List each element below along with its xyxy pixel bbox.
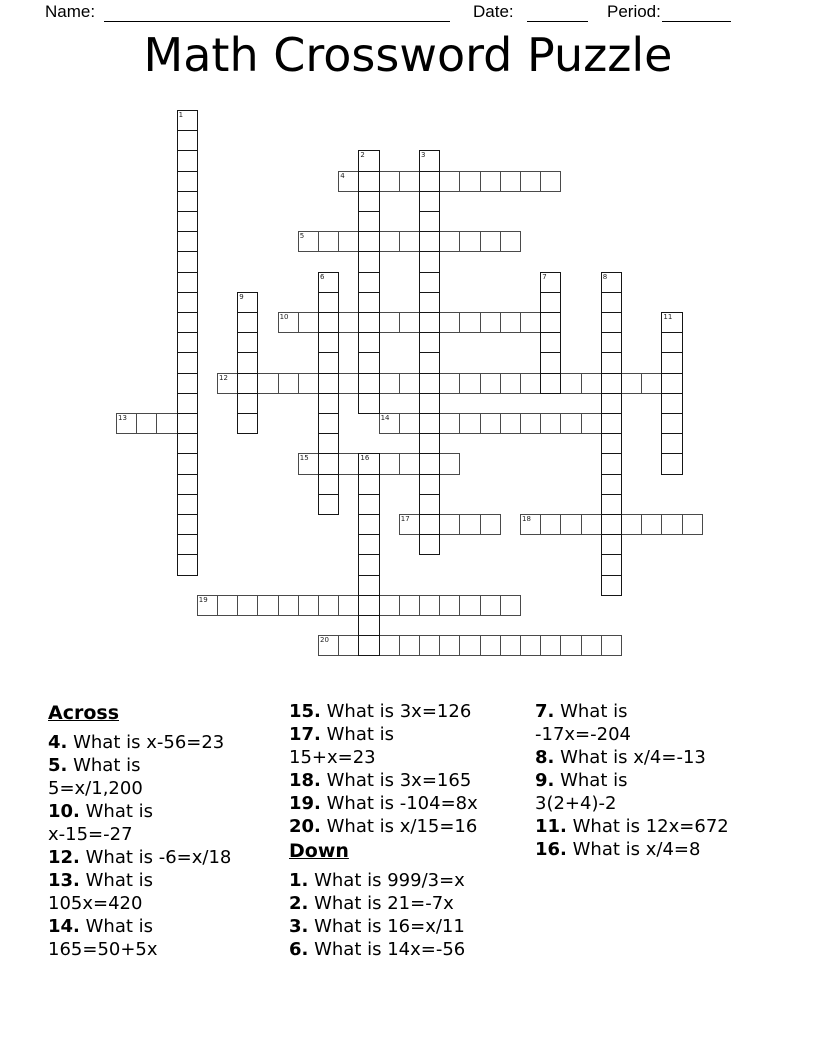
grid-cell (581, 413, 602, 434)
grid-cell (358, 231, 379, 252)
grid-cell-number: 15 (299, 454, 309, 463)
grid-cell-number: 18 (522, 515, 531, 523)
clue-8: 8. What is x/4=-13 (535, 747, 706, 768)
grid-cell (540, 292, 561, 313)
grid-cell (661, 312, 682, 333)
grid-cell (520, 514, 541, 535)
grid-cell (419, 211, 440, 232)
grid-cell (520, 171, 541, 192)
grid-cell (439, 514, 460, 535)
grid-cell (459, 171, 480, 192)
grid-cell (358, 292, 379, 313)
grid-cell (338, 312, 359, 333)
grid-cell (581, 373, 602, 394)
grid-cell (298, 231, 319, 252)
grid-cell (601, 272, 622, 293)
grid-cell (177, 312, 198, 333)
clue-number: 5. (48, 755, 68, 776)
clue-10: 10. What is x-15=-27 (48, 800, 293, 846)
grid-cell (318, 231, 339, 252)
grid-cell (399, 635, 420, 656)
grid-cell (358, 575, 379, 596)
grid-cell (459, 231, 480, 252)
grid-cell (480, 413, 501, 434)
down-header: Down (289, 840, 349, 862)
clue-12: 12. What is -6=x/18 (48, 847, 232, 868)
grid-cell (177, 251, 198, 272)
grid-cell (217, 373, 238, 394)
grid-cell-number: 11 (663, 313, 673, 321)
grid-cell (419, 494, 440, 515)
grid-cell (661, 453, 682, 474)
grid-cell (318, 433, 339, 454)
grid-cell (338, 231, 359, 252)
clue-18: 18. What is 3x=165 (289, 770, 472, 791)
period-blank-line (662, 0, 731, 22)
grid-cell (379, 171, 400, 192)
clue-11: 11. What is 12x=672 (535, 816, 729, 837)
grid-cell (601, 393, 622, 414)
clue-wrap-line: 165=50+5x (48, 939, 158, 960)
grid-cell-number: 14 (380, 414, 390, 422)
clue-15: 15. What is 3x=126 (289, 701, 472, 722)
grid-cell (358, 150, 379, 171)
grid-cell (237, 352, 258, 373)
grid-cell (338, 635, 359, 656)
grid-cell (358, 494, 379, 515)
grid-cell-number: 20 (320, 636, 329, 645)
grid-cell (601, 514, 622, 535)
grid-cell (439, 373, 460, 394)
grid-cell (601, 352, 622, 373)
grid-cell (419, 171, 440, 192)
grid-cell (237, 312, 258, 333)
clue-number: 6. (289, 939, 309, 960)
grid-cell (439, 231, 460, 252)
name-label: Name: (45, 2, 96, 21)
grid-cell (419, 595, 440, 616)
grid-cell (419, 251, 440, 272)
grid-cell (419, 191, 440, 212)
grid-cell (500, 171, 521, 192)
grid-cell (601, 292, 622, 313)
grid-cell (419, 231, 440, 252)
grid-cell (581, 514, 602, 535)
clue-number: 11. (535, 816, 567, 837)
grid-cell (358, 595, 379, 616)
grid-cell (298, 373, 319, 394)
grid-cell (439, 595, 460, 616)
grid-cell (318, 453, 339, 474)
clue-7: 7. What is -17x=-204 (535, 700, 780, 746)
grid-cell (601, 312, 622, 333)
grid-cell (500, 312, 521, 333)
grid-cell (661, 352, 682, 373)
grid-cell-number: 6 (320, 272, 325, 281)
grid-cell (480, 635, 501, 656)
clue-3: 3. What is 16=x/11 (289, 916, 465, 937)
grid-cell (581, 635, 602, 656)
grid-cell (358, 474, 379, 495)
grid-cell (480, 514, 501, 535)
grid-cell-number: 1 (178, 111, 184, 119)
grid-cell (177, 272, 198, 293)
clue-5: 5. What is 5=x/1,200 (48, 754, 293, 800)
grid-cell (136, 413, 157, 434)
grid-cell (399, 171, 420, 192)
clue-4: 4. What is x-56=23 (48, 732, 225, 753)
clue-number: 9. (535, 770, 555, 791)
grid-cell (419, 453, 440, 474)
grid-cell (399, 373, 420, 394)
grid-cell (257, 373, 278, 394)
date-label: Date: (473, 2, 514, 21)
grid-cell (419, 433, 440, 454)
grid-cell (379, 373, 400, 394)
grid-cell (177, 211, 198, 232)
grid-cell (500, 373, 521, 394)
grid-cell (480, 595, 501, 616)
clue-number: 14. (48, 916, 80, 937)
grid-cell (358, 615, 379, 636)
clue-20: 20. What is x/15=16 (289, 816, 478, 837)
grid-cell (520, 312, 541, 333)
grid-cell (419, 272, 440, 293)
grid-cell (540, 171, 561, 192)
grid-cell (419, 514, 440, 535)
grid-cell (318, 292, 339, 313)
grid-cell (358, 171, 379, 192)
grid-cell (237, 595, 258, 616)
grid-cell-number: 3 (421, 151, 426, 160)
grid-cell (601, 453, 622, 474)
clue-2: 2. What is 21=-7x (289, 893, 454, 914)
grid-cell (358, 635, 379, 656)
grid-cell (661, 393, 682, 414)
grid-cell (358, 211, 379, 232)
grid-cell (459, 595, 480, 616)
grid-cell (480, 171, 501, 192)
grid-cell (358, 191, 379, 212)
clue-number: 18. (289, 770, 321, 791)
grid-cell (661, 433, 682, 454)
grid-cell (419, 150, 440, 171)
grid-cell (358, 312, 379, 333)
grid-cell (540, 352, 561, 373)
grid-cell (520, 635, 541, 656)
grid-cell (419, 413, 440, 434)
grid-cell (116, 413, 137, 434)
grid-cell (358, 272, 379, 293)
grid-cell (257, 595, 278, 616)
grid-cell (601, 474, 622, 495)
clue-number: 2. (289, 893, 309, 914)
grid-cell (298, 453, 319, 474)
grid-cell (419, 393, 440, 414)
grid-cell (177, 453, 198, 474)
grid-cell (540, 312, 561, 333)
grid-cell-number: 10 (279, 313, 289, 321)
grid-cell (540, 332, 561, 353)
grid-cell (601, 575, 622, 596)
grid-cell (661, 514, 682, 535)
grid-cell (661, 332, 682, 353)
grid-cell (480, 373, 501, 394)
grid-cell (439, 413, 460, 434)
grid-cell-number: 17 (400, 515, 410, 523)
grid-cell (439, 171, 460, 192)
grid-cell-number: 4 (340, 171, 345, 180)
grid-cell (419, 332, 440, 353)
clue-14: 14. What is 165=50+5x (48, 915, 293, 961)
clue-9: 9. What is 3(2+4)-2 (535, 769, 780, 815)
grid-cell-number: 9 (239, 292, 244, 301)
grid-cell (338, 373, 359, 394)
clue-number: 10. (48, 801, 80, 822)
clue-13: 13. What is 105x=420 (48, 869, 293, 915)
grid-cell (399, 312, 420, 333)
grid-cell (358, 352, 379, 373)
grid-cell (399, 453, 420, 474)
grid-cell (338, 453, 359, 474)
grid-cell (540, 413, 561, 434)
grid-cell (177, 534, 198, 555)
grid-cell (237, 413, 258, 434)
grid-cell-number: 7 (542, 272, 547, 281)
grid-cell (399, 595, 420, 616)
grid-cell (177, 130, 198, 151)
page-title: Math Crossword Puzzle (143, 28, 673, 82)
grid-cell (298, 312, 319, 333)
grid-cell (419, 534, 440, 555)
clue-column-3 (535, 700, 780, 861)
grid-cell (419, 312, 440, 333)
clue-column-1 (48, 700, 293, 961)
grid-cell (500, 231, 521, 252)
grid-cell (601, 554, 622, 575)
grid-cell (641, 514, 662, 535)
grid-cell (318, 595, 339, 616)
grid-cell (177, 171, 198, 192)
clue-number: 1. (289, 870, 309, 891)
grid-cell-number: 12 (219, 373, 228, 382)
grid-cell-number: 19 (198, 595, 208, 604)
clue-19: 19. What is -104=8x (289, 793, 478, 814)
date-blank-line (527, 0, 588, 22)
grid-cell (682, 514, 703, 535)
name-blank-line (104, 0, 450, 22)
grid-cell (177, 433, 198, 454)
grid-cell (459, 635, 480, 656)
grid-cell (318, 413, 339, 434)
grid-cell-number: 8 (602, 272, 608, 281)
clue-column-2 (289, 700, 534, 961)
grid-cell (439, 312, 460, 333)
grid-cell (197, 595, 218, 616)
grid-cell (560, 514, 581, 535)
grid-cell (298, 595, 319, 616)
across-header: Across (48, 702, 120, 724)
grid-cell (278, 312, 299, 333)
clue-wrap-line: -17x=-204 (535, 724, 631, 745)
grid-cell (379, 595, 400, 616)
clue-wrap-line: 3(2+4)-2 (535, 793, 617, 814)
grid-cell (379, 453, 400, 474)
grid-cell (520, 413, 541, 434)
grid-cell (318, 393, 339, 414)
grid-cell (439, 453, 460, 474)
grid-cell (358, 554, 379, 575)
grid-cell (177, 514, 198, 535)
grid-cell (237, 332, 258, 353)
clue-wrap-line: 15+x=23 (289, 747, 376, 768)
grid-cell (177, 352, 198, 373)
grid-cell (358, 332, 379, 353)
grid-cell (177, 292, 198, 313)
grid-cell-number: 5 (299, 232, 305, 241)
grid-cell-number: 2 (360, 151, 365, 160)
grid-cell (177, 413, 198, 434)
grid-cell (419, 635, 440, 656)
clue-number: 19. (289, 793, 321, 814)
period-label: Period: (607, 2, 661, 21)
clue-number: 12. (48, 847, 80, 868)
grid-cell (560, 373, 581, 394)
grid-cell (358, 251, 379, 272)
grid-cell (540, 373, 561, 394)
clue-number: 16. (535, 839, 567, 860)
grid-cell (601, 534, 622, 555)
clue-wrap-line: 105x=420 (48, 893, 143, 914)
grid-cell (601, 413, 622, 434)
grid-cell (358, 393, 379, 414)
grid-cell (379, 413, 400, 434)
clue-number: 20. (289, 816, 321, 837)
grid-cell (480, 231, 501, 252)
grid-cell (177, 393, 198, 414)
grid-cell (459, 413, 480, 434)
grid-cell (459, 514, 480, 535)
grid-cell (601, 494, 622, 515)
grid-cell (177, 494, 198, 515)
grid-cell (338, 171, 359, 192)
grid-cell (177, 474, 198, 495)
grid-cell (419, 292, 440, 313)
clue-number: 8. (535, 747, 555, 768)
grid-cell (177, 191, 198, 212)
grid-cell (318, 494, 339, 515)
grid-cell (237, 292, 258, 313)
clue-17: 17. What is 15+x=23 (289, 723, 534, 769)
grid-cell (177, 332, 198, 353)
grid-cell (601, 433, 622, 454)
grid-cell (318, 635, 339, 656)
clue-number: 3. (289, 916, 309, 937)
grid-cell (419, 474, 440, 495)
grid-cell (338, 595, 359, 616)
grid-cell (237, 373, 258, 394)
grid-cell (500, 595, 521, 616)
grid-cell (540, 514, 561, 535)
grid-cell (278, 595, 299, 616)
grid-cell (318, 272, 339, 293)
grid-cell (601, 373, 622, 394)
grid-cell (661, 413, 682, 434)
grid-cell (379, 635, 400, 656)
clue-number: 4. (48, 732, 68, 753)
grid-cell (177, 150, 198, 171)
grid-cell (540, 635, 561, 656)
grid-cell (399, 231, 420, 252)
clue-wrap-line: 5=x/1,200 (48, 778, 143, 799)
grid-cell (480, 312, 501, 333)
grid-cell (419, 352, 440, 373)
grid-cell (156, 413, 177, 434)
grid-cell-number: 13 (118, 414, 127, 422)
grid-cell (601, 332, 622, 353)
grid-cell (379, 312, 400, 333)
clue-number: 17. (289, 724, 321, 745)
grid-cell (217, 595, 238, 616)
grid-cell (318, 312, 339, 333)
grid-cell (318, 373, 339, 394)
grid-cell (318, 352, 339, 373)
clue-6: 6. What is 14x=-56 (289, 939, 466, 960)
grid-cell (358, 453, 379, 474)
grid-cell (399, 413, 420, 434)
grid-cell (500, 635, 521, 656)
grid-cell (177, 231, 198, 252)
grid-cell (500, 413, 521, 434)
grid-cell (399, 514, 420, 535)
clue-number: 15. (289, 701, 321, 722)
clue-number: 7. (535, 701, 555, 722)
grid-cell (661, 373, 682, 394)
grid-cell (177, 373, 198, 394)
grid-cell (379, 231, 400, 252)
grid-cell (560, 635, 581, 656)
clue-16: 16. What is x/4=8 (535, 839, 701, 860)
clue-wrap-line: x-15=-27 (48, 824, 133, 845)
clue-number: 13. (48, 870, 80, 891)
grid-cell (318, 474, 339, 495)
grid-cell (318, 332, 339, 353)
grid-cell-number: 16 (360, 454, 370, 463)
grid-cell (177, 554, 198, 575)
grid-cell (560, 413, 581, 434)
grid-cell (601, 635, 622, 656)
grid-cell (278, 373, 299, 394)
clue-1: 1. What is 999/3=x (289, 870, 465, 891)
grid-cell (641, 373, 662, 394)
grid-cell (177, 110, 198, 131)
grid-cell (358, 534, 379, 555)
grid-cell (358, 514, 379, 535)
grid-cell (358, 373, 379, 394)
grid-cell (520, 373, 541, 394)
grid-cell (540, 272, 561, 293)
grid-cell (459, 312, 480, 333)
grid-cell (459, 373, 480, 394)
grid-cell (439, 635, 460, 656)
grid-cell (621, 514, 642, 535)
grid-cell (621, 373, 642, 394)
grid-cell (237, 393, 258, 414)
grid-cell (419, 373, 440, 394)
